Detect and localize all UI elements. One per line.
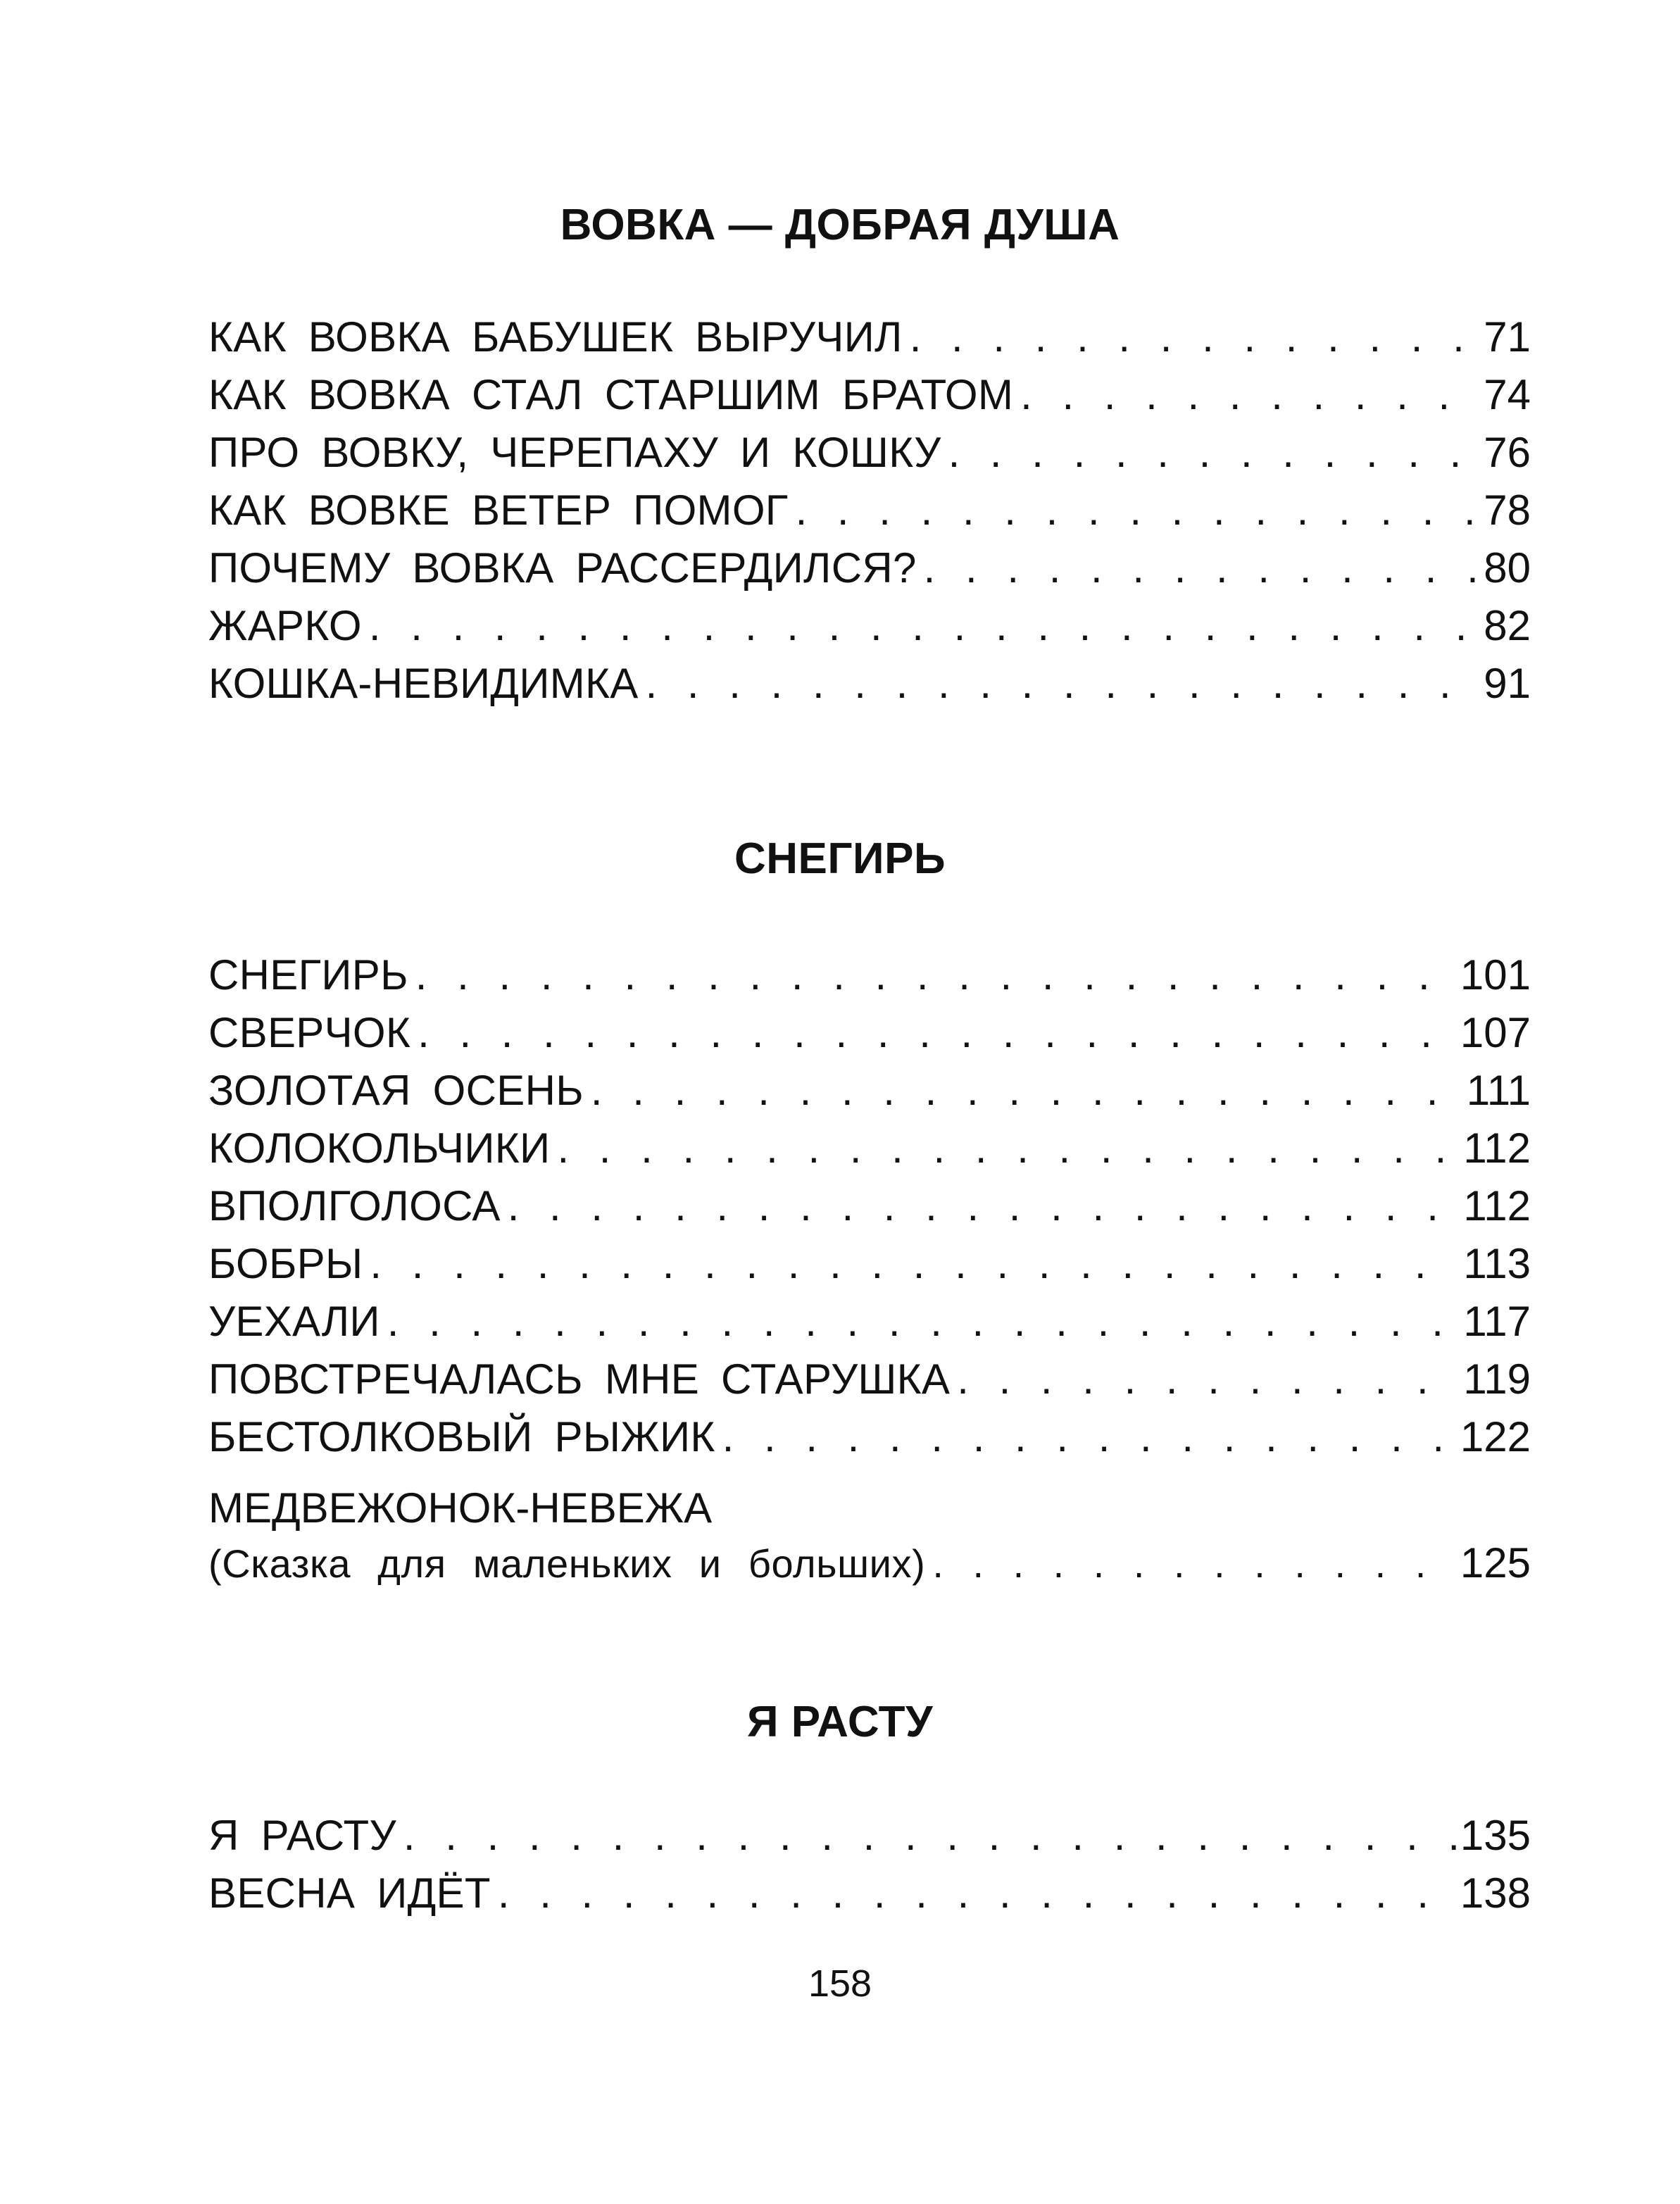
entry-page: 91 — [1484, 660, 1531, 707]
dot-leader — [508, 1177, 1460, 1235]
entry-page: 125 — [1460, 1539, 1531, 1586]
toc-entry[interactable] — [208, 655, 1531, 713]
toc-entry[interactable] — [208, 1062, 1531, 1120]
entry-title: БОБРЫ — [208, 1240, 363, 1287]
entry-title: ПРО ВОВКУ, ЧЕРЕПАХУ И КОШКУ — [208, 429, 941, 476]
page-number: 158 — [808, 1962, 872, 2005]
dot-leader — [957, 1351, 1459, 1408]
entry-page: 122 — [1460, 1413, 1531, 1460]
dot-leader — [403, 1807, 1456, 1865]
entry-title: Я РАСТУ — [208, 1812, 396, 1859]
dot-leader — [415, 946, 1456, 1004]
dot-leader — [591, 1062, 1462, 1120]
toc-entry[interactable] — [208, 1865, 1531, 1922]
toc-entry[interactable] — [208, 1004, 1531, 1062]
dot-leader — [370, 1235, 1459, 1293]
dot-leader — [646, 655, 1480, 713]
entry-title: ВЕСНА ИДЁТ — [208, 1870, 491, 1917]
dot-leader — [498, 1865, 1456, 1922]
toc-entry[interactable] — [208, 424, 1531, 482]
toc-entry[interactable] — [208, 1120, 1531, 1177]
entry-page: 138 — [1460, 1870, 1531, 1917]
dot-leader — [369, 597, 1479, 655]
entry-page: 111 — [1466, 1067, 1531, 1114]
toc-list — [208, 946, 1531, 1592]
toc-entry[interactable] — [208, 1235, 1531, 1293]
dot-leader — [948, 424, 1480, 482]
entry-page: 112 — [1463, 1125, 1531, 1172]
toc-entry[interactable] — [208, 539, 1531, 597]
entry-title: СНЕГИРЬ — [208, 951, 408, 998]
entry-page: 76 — [1484, 429, 1531, 476]
entry-page: 117 — [1463, 1298, 1531, 1345]
section-title: ВОВКА — ДОБРАЯ ДУША — [560, 201, 1120, 249]
dot-leader — [910, 308, 1480, 366]
entry-page: 135 — [1460, 1812, 1531, 1859]
entry-title: СВЕРЧОК — [208, 1009, 411, 1056]
toc-entry[interactable] — [208, 1177, 1531, 1235]
dot-leader — [557, 1120, 1459, 1177]
dot-leader — [924, 539, 1480, 597]
toc-entry[interactable] — [208, 1351, 1531, 1408]
toc-list — [208, 308, 1531, 713]
dot-leader — [796, 482, 1480, 539]
entry-title: КОЛОКОЛЬЧИКИ — [208, 1125, 551, 1172]
entry-title: ЖАРКО — [208, 602, 362, 649]
entry-page: 107 — [1460, 1009, 1531, 1056]
section-title: СНЕГИРЬ — [734, 834, 946, 883]
toc-entry[interactable] — [208, 1807, 1531, 1865]
entry-page: 78 — [1484, 487, 1531, 534]
toc-entry[interactable] — [208, 482, 1531, 539]
section-title: Я РАСТУ — [746, 1698, 934, 1746]
entry-title: ПОВСТРЕЧАЛАСЬ МНЕ СТАРУШКА — [208, 1355, 951, 1403]
dot-leader — [722, 1408, 1456, 1466]
entry-page: 71 — [1484, 313, 1531, 361]
toc-entry[interactable] — [208, 308, 1531, 366]
entry-title: КАК ВОВКЕ ВЕТЕР ПОМОГ — [208, 487, 789, 534]
entry-title: ВПОЛГОЛОСА — [208, 1182, 501, 1229]
entry-page: 119 — [1463, 1355, 1531, 1403]
entry-title: КАК ВОВКА БАБУШЕК ВЫРУЧИЛ — [208, 313, 903, 361]
entry-page: 82 — [1484, 602, 1531, 649]
entry-page: 113 — [1463, 1240, 1531, 1287]
entry-title: ЗОЛОТАЯ ОСЕНЬ — [208, 1067, 584, 1114]
dot-leader — [387, 1293, 1460, 1351]
entry-title: УЕХАЛИ — [208, 1298, 380, 1345]
dot-leader — [1020, 366, 1479, 424]
toc-list — [208, 1807, 1531, 1922]
toc-entry[interactable] — [208, 946, 1531, 1004]
entry-title: ПОЧЕМУ ВОВКА РАССЕРДИЛСЯ? — [208, 544, 917, 591]
entry-title: МЕДВЕЖОНОК-НЕВЕЖА — [208, 1484, 713, 1532]
entry-title: КАК ВОВКА СТАЛ СТАРШИМ БРАТОМ — [208, 371, 1014, 418]
toc-entry[interactable] — [208, 1408, 1531, 1466]
entry-title: КОШКА-НЕВИДИМКА — [208, 660, 639, 707]
entry-subtitle-row — [208, 1535, 1531, 1592]
entry-page: 80 — [1484, 544, 1531, 591]
entry-page: 112 — [1463, 1182, 1531, 1229]
dot-leader — [418, 1004, 1456, 1062]
entry-page: 74 — [1484, 371, 1531, 418]
toc-entry[interactable] — [208, 1482, 1531, 1592]
toc-entry[interactable] — [208, 597, 1531, 655]
entry-page: 101 — [1460, 951, 1531, 998]
toc-entry[interactable] — [208, 366, 1531, 424]
toc-entry[interactable] — [208, 1293, 1531, 1351]
entry-subtitle: (Сказка для маленьких и больших) — [208, 1541, 926, 1586]
entry-title: БЕСТОЛКОВЫЙ РЫЖИК — [208, 1413, 715, 1460]
dot-leader — [932, 1536, 1456, 1592]
